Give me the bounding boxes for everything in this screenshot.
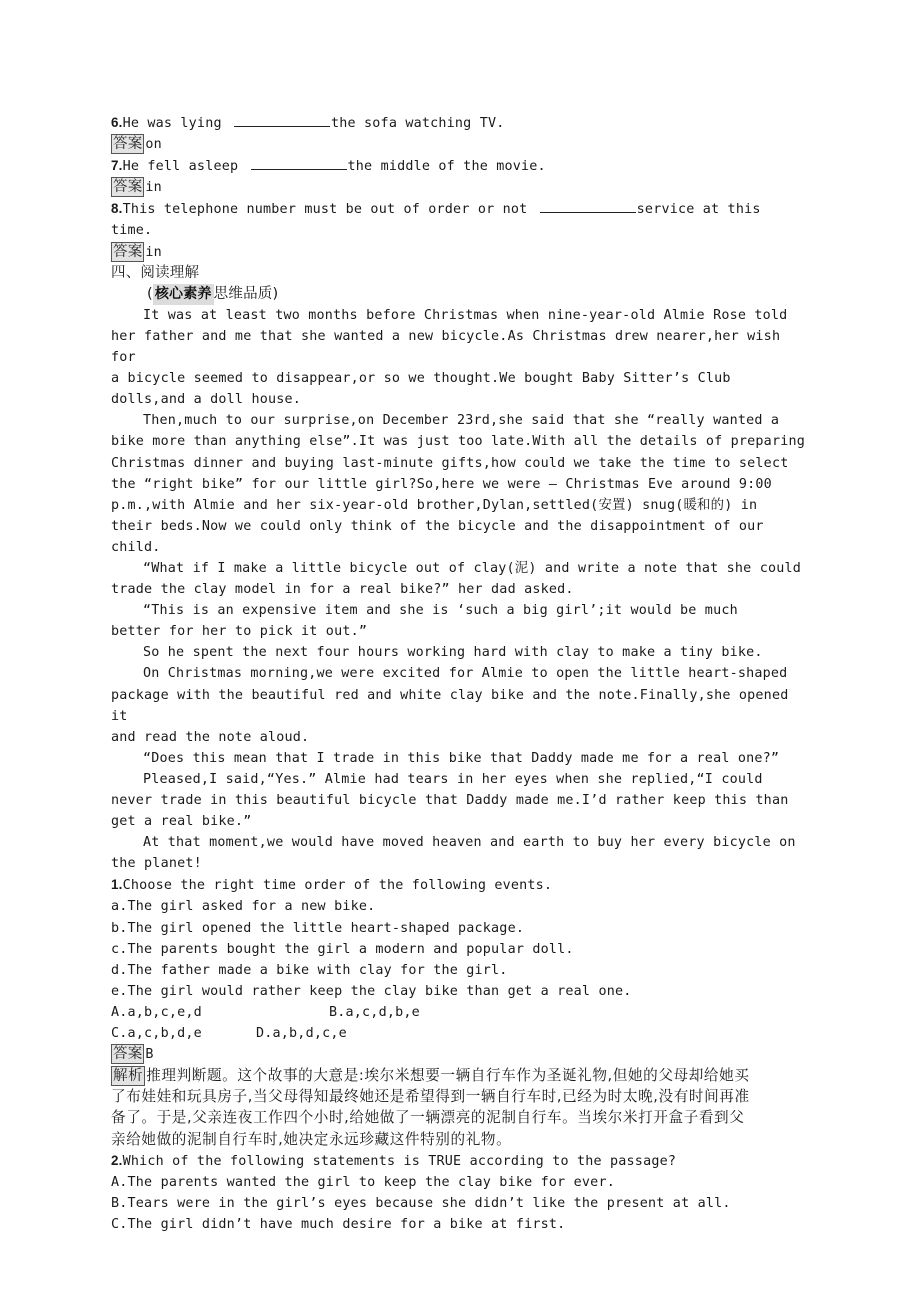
core-literacy-label: 思维品质) bbox=[213, 285, 279, 302]
option-d: D.a,b,d,c,e bbox=[256, 1026, 347, 1042]
passage-line: So he spent the next four hours working hard with clay to make a tiny bike. bbox=[143, 645, 763, 661]
question-stem: Which of the following statements is TRUE according to the passage? bbox=[122, 1153, 677, 1169]
analysis-line: 亲给她做的泥制自行车时,她决定永远珍藏这件特别的礼物。 bbox=[111, 1130, 512, 1148]
answer-6 bbox=[111, 134, 811, 155]
answer-blank bbox=[251, 155, 347, 170]
analysis-line: 备了。于是,父亲连夜工作四个小时,给她做了一辆漂亮的泥制自行车。当埃尔米打开盒子看到父 bbox=[111, 1109, 745, 1127]
passage-line: the planet! bbox=[111, 856, 202, 872]
answer-blank bbox=[234, 112, 330, 127]
answer-badge: 答案 bbox=[113, 1046, 143, 1063]
passage-line: and read the note aloud. bbox=[111, 729, 310, 745]
options-row-1 bbox=[111, 1002, 811, 1023]
option-a: A.a,b,c,e,d bbox=[111, 1004, 202, 1020]
answer-badge: 答案 bbox=[113, 243, 143, 260]
question-text: This telephone number must be out of order or not bbox=[122, 202, 536, 218]
question-number: 6. bbox=[111, 115, 123, 130]
passage-line: Pleased,I said,“Yes.” Almie had tears in her eyes when she replied,“I could bbox=[143, 771, 763, 787]
passage-line: Christmas dinner and buying last-minute gifts,how could we take the time to select bbox=[111, 455, 789, 471]
question-number: 1. bbox=[111, 877, 123, 893]
passage-line: It was at least two months before Christmas when nine-year-old Almie Rose told bbox=[143, 307, 788, 323]
question-2 bbox=[111, 1150, 811, 1172]
core-literacy-tag bbox=[111, 284, 811, 305]
answer-value: B bbox=[145, 1047, 154, 1063]
passage-line: better for her to pick it out.” bbox=[111, 624, 368, 640]
question-number: 8. bbox=[111, 201, 123, 217]
option-c: C.The girl didn’t have much desire for a bike at first. bbox=[111, 1216, 566, 1232]
option-c: C.a,c,b,d,e bbox=[111, 1026, 202, 1042]
question-6 bbox=[111, 112, 811, 134]
event-d: d.The father made a bike with clay for the girl. bbox=[111, 962, 508, 978]
event-a: a.The girl asked for a new bike. bbox=[111, 899, 376, 915]
analysis-line: 了布娃娃和玩具房子,当父母得知最终她还是希望得到一辆自行车时,已经为时太晚,没有时间再准 bbox=[111, 1088, 750, 1106]
answer-value: on bbox=[145, 137, 162, 153]
passage-line: never trade in this beautiful bicycle that Daddy made me.I’d rather keep this than bbox=[111, 793, 789, 808]
question-7 bbox=[111, 155, 811, 177]
passage-line: “Does this mean that I trade in this bike that Daddy made me for a real one?” bbox=[143, 750, 780, 766]
question-1 bbox=[111, 874, 811, 896]
options-row-2 bbox=[111, 1023, 811, 1044]
document-page bbox=[111, 112, 811, 1235]
event-c: c.The parents bought the girl a modern and popular doll. bbox=[111, 941, 574, 957]
question-8-continuation: time. bbox=[111, 223, 153, 239]
passage-line: dolls,and a doll house. bbox=[111, 392, 302, 408]
passage-line: p.m.,with Almie and her six-year-old brother,Dylan,settled(安置) snug(暖和的) in bbox=[111, 497, 758, 513]
passage-line: the “right bike” for our little girl?So,here we were — Christmas Eve around 9:00 bbox=[111, 476, 772, 492]
analysis-q1 bbox=[111, 1065, 811, 1149]
analysis-text: 推理判断题。这个故事的大意是:埃尔米想要一辆自行车作为圣诞礼物,但她的父母却给她买 bbox=[146, 1067, 750, 1085]
question-number: 2. bbox=[111, 1152, 123, 1168]
passage-line: At that moment,we would have moved heaven and earth to buy her every bicycle on bbox=[143, 835, 796, 851]
passage-line: “What if I make a little bicycle out of clay(泥) and write a note that she could bbox=[143, 560, 802, 576]
passage-line: package with the beautiful red and white clay bike and the note.Finally,she opened it bbox=[111, 687, 797, 724]
option-b: B.a,c,d,b,e bbox=[329, 1004, 420, 1020]
question-text: the middle of the movie. bbox=[347, 159, 546, 175]
answer-7 bbox=[111, 177, 811, 198]
passage-line: get a real bike.” bbox=[111, 814, 252, 830]
answer-blank bbox=[540, 198, 636, 213]
event-e: e.The girl would rather keep the clay bike than get a real one. bbox=[111, 983, 632, 999]
question-8 bbox=[111, 198, 811, 220]
passage-line: Then,much to our surprise,on December 23rd,she said that she “really wanted a bbox=[143, 413, 780, 429]
answer-badge: 答案 bbox=[113, 136, 143, 153]
question-number: 7. bbox=[111, 158, 123, 174]
question-stem: Choose the right time order of the following events. bbox=[122, 878, 553, 894]
question-text: service at this bbox=[636, 202, 761, 218]
event-b: b.The girl opened the little heart-shaped package. bbox=[111, 920, 525, 936]
passage-line: trade the clay model in for a real bike?” her dad asked. bbox=[111, 582, 574, 598]
answer-8 bbox=[111, 242, 811, 263]
answer-value: in bbox=[145, 244, 162, 260]
answer-value: in bbox=[145, 180, 162, 196]
passage-line: “This is an expensive item and she is ‘such a big girl’;it would be much bbox=[143, 603, 738, 619]
passage-line: her father and me that she wanted a new bicycle.As Christmas drew nearer,her wish for bbox=[111, 328, 789, 366]
option-b: B.Tears were in the girl’s eyes because she didn’t like the present at all. bbox=[111, 1195, 731, 1211]
passage-line: a bicycle seemed to disappear,or so we thought.We bought Baby Sitter’s Club bbox=[111, 371, 731, 387]
passage-line: their beds.Now we could only think of the bicycle and the disappointment of our child. bbox=[111, 518, 772, 555]
analysis-badge: 解析 bbox=[113, 1068, 144, 1085]
passage-line: bike more than anything else”.It was just too late.With all the details of preparing bbox=[111, 434, 805, 450]
answer-q1 bbox=[111, 1044, 811, 1065]
section-title: 四、阅读理解 bbox=[111, 264, 200, 281]
question-text: He fell asleep bbox=[122, 159, 247, 175]
question-text: the sofa watching TV. bbox=[330, 116, 505, 131]
question-text: He was lying bbox=[122, 116, 230, 131]
passage-line: On Christmas morning,we were excited for Almie to open the little heart-shaped bbox=[143, 666, 788, 682]
answer-badge: 答案 bbox=[113, 179, 143, 196]
analysis-line bbox=[111, 1065, 811, 1086]
option-a: A.The parents wanted the girl to keep the clay bike for ever. bbox=[111, 1174, 615, 1190]
paren-open: ( bbox=[147, 285, 153, 302]
core-literacy-badge: 核心素养 bbox=[153, 284, 214, 305]
reading-passage bbox=[111, 305, 811, 875]
